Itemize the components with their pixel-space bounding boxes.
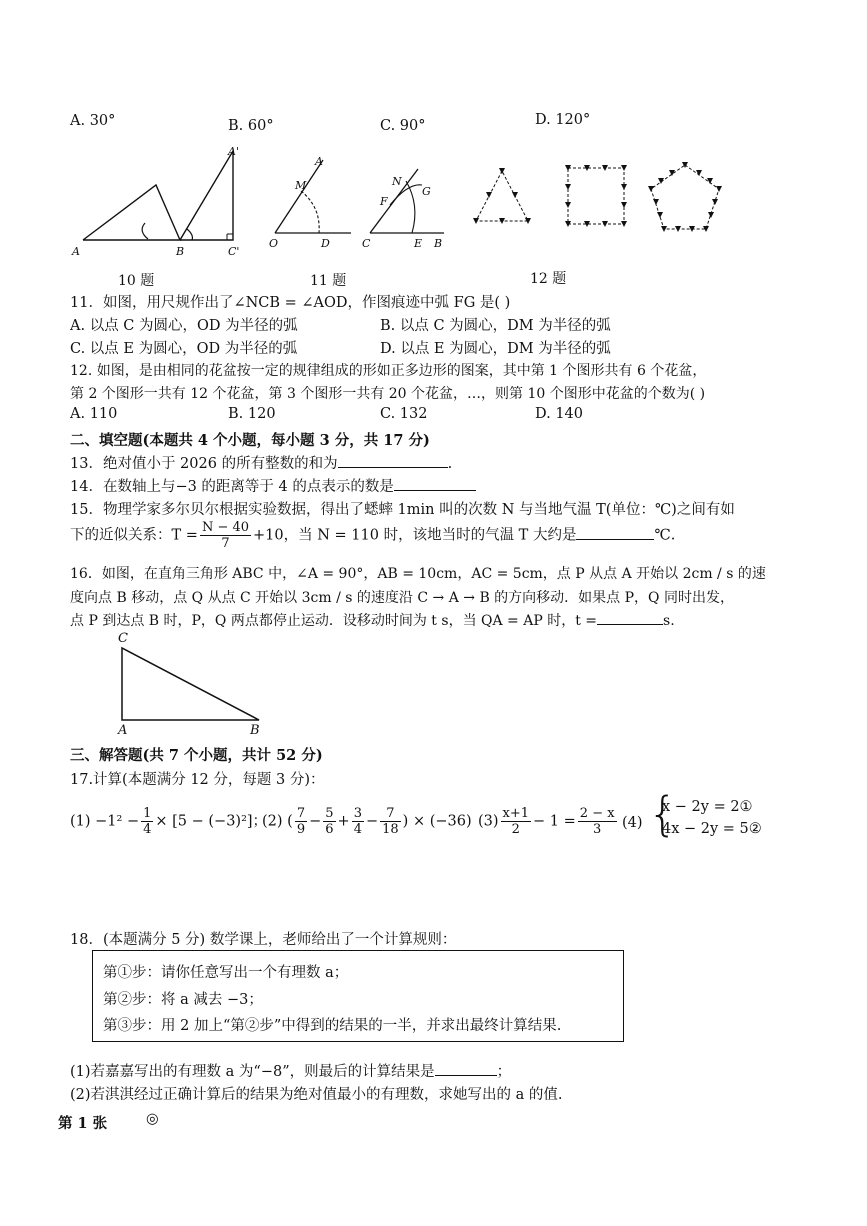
q17-p2-post: ) × (−36) <box>402 813 472 830</box>
fig11-label-e: E <box>414 237 423 250</box>
q17-p2-pre: (2) ( <box>262 813 293 830</box>
q18-sub1-end: ； <box>496 1064 512 1080</box>
q17-p3-frac-2 <box>578 806 617 837</box>
q12-stem-line2: 第 2 个图形一共有 12 个花盆，第 3 个图形一共有 20 个花盆，…，则第 10 个图形中花盆的个数为( ) <box>70 386 706 402</box>
q17-p2-frac-4-num: 7 <box>380 806 401 822</box>
section-2-heading: 二、填空题(本题共 4 个小题，每小题 3 分，共 17 分) <box>70 432 430 449</box>
q17-p4-eq2: 4x − 2y = 5② <box>662 821 762 837</box>
q18-step-1: 第①步：请你任意写出一个有理数 a； <box>103 965 349 981</box>
fig16-label-b: B <box>250 723 260 738</box>
q11-stem: 11．如图，用尺规作出了∠NCB = ∠AOD，作图痕迹中弧 FG 是( ) <box>70 295 511 311</box>
fig11-label-c: C <box>362 237 371 250</box>
q17-part2 <box>262 806 472 837</box>
q18-stem: 18．(本题满分 5 分) 数学课上，老师给出了一个计算规则： <box>70 932 457 948</box>
q12-option-d: D. 140 <box>535 406 584 422</box>
fig10-label-a: A <box>72 245 80 258</box>
q17-p2-frac-2 <box>323 806 335 837</box>
fig11-label-a: A <box>315 155 323 168</box>
q18-rule-box <box>92 950 624 1042</box>
q17-p2-frac-4 <box>380 806 401 837</box>
q17-p3-d1: 2 <box>511 822 520 837</box>
q16-line3 <box>70 610 675 630</box>
q17-p3-frac-1 <box>501 806 532 837</box>
q17-part3 <box>478 806 619 837</box>
q17-p2-op-1: − <box>309 813 322 830</box>
q13-answer-blank[interactable] <box>338 453 448 468</box>
q17-stem: 17.计算(本题满分 12 分，每题 3 分)： <box>70 772 325 788</box>
caption-fig12: 12 题 <box>530 271 567 287</box>
q17-p2-frac-1-den: 9 <box>296 822 306 837</box>
fig11-label-b: B <box>434 237 443 250</box>
fig11-label-m: M <box>295 179 307 192</box>
q17-p2-frac-1-num: 7 <box>296 806 306 821</box>
q17-p3-mid: − 1 = <box>533 813 576 830</box>
figure-11-angle-aod <box>265 155 355 255</box>
fig11-label-o: O <box>269 237 279 250</box>
q17-p2-op-2: + <box>337 813 350 830</box>
q17-p2-frac-3-num: 3 <box>353 806 362 821</box>
q15-line1: 15．物理学家多尔贝尔根据实验数据，得出了蟋蟀 1min 叫的次数 N 与当地气温 T(单位：℃)之间有如 <box>70 502 735 518</box>
q12-option-b: B. 120 <box>228 406 276 422</box>
figure-16-triangle <box>112 628 272 738</box>
fig11-label-f: F <box>380 195 388 208</box>
q17-p3-n1: x+1 <box>502 806 530 821</box>
figure-11-angle-ncb <box>362 155 452 255</box>
caption-fig11: 11 题 <box>310 273 347 289</box>
fig10-label-c-prime: C' <box>228 245 240 258</box>
q17-p2-frac-3-den: 4 <box>353 822 362 837</box>
q10-option-b: B. 60° <box>228 118 274 134</box>
q18-sub1-answer-blank[interactable] <box>435 1061 497 1076</box>
q17-p1-den: 4 <box>143 822 152 837</box>
q11-option-a: A. 以点 C 为圆心，OD 为半径的弧 <box>70 318 298 334</box>
q17-p2-frac-2-den: 6 <box>325 822 334 837</box>
fig11-label-n: N <box>392 175 402 188</box>
q16-answer-blank[interactable] <box>597 610 663 625</box>
footer-page-number: 第 1 张 <box>58 1115 108 1132</box>
q12-option-a: A. 110 <box>70 406 118 422</box>
q14 <box>70 475 476 496</box>
q11-option-b: B. 以点 C 为圆心，DM 为半径的弧 <box>380 318 611 334</box>
q16-unit: s. <box>663 613 675 629</box>
q13-stem: 13．绝对值小于 2026 的所有整数的和为 <box>70 456 338 472</box>
q10-option-c: C. 90° <box>380 118 426 134</box>
q17-p2-frac-1 <box>295 806 307 837</box>
q18-sub1 <box>70 1060 511 1081</box>
figure-10 <box>70 143 250 258</box>
q18-sub1-text: (1)若嘉嘉写出的有理数 a 为“−8”，则最后的计算结果是 <box>70 1064 435 1080</box>
q17-p4-label: (4) <box>622 815 643 831</box>
figure-12-square <box>560 160 635 235</box>
q18-step-3: 第③步：用 2 加上“第②步”中得到的结果的一半，并求出最终计算结果. <box>103 1018 562 1034</box>
fig10-label-b: B <box>176 245 185 258</box>
q16-line3-text: 点 P 到达点 B 时，P，Q 两点都停止运动．设移动时间为 t s，当 QA = AP 时，t = <box>70 613 598 629</box>
section-3-heading: 三、解答题(共 7 个小题，共计 52 分) <box>70 747 323 764</box>
q14-answer-blank[interactable] <box>394 476 476 491</box>
q15-fraction <box>200 520 251 551</box>
q17-p2-frac-2-num: 5 <box>325 806 334 821</box>
fig11-label-g: G <box>422 185 431 198</box>
fig16-label-c: C <box>118 631 128 646</box>
q15-pre: 下的近似关系：T = <box>70 527 198 544</box>
q15-unit: ℃. <box>654 527 676 544</box>
q17-p2-op-3: − <box>365 813 379 830</box>
q10-option-a: A. 30° <box>70 113 116 129</box>
figure-12-pentagon <box>643 157 728 242</box>
q14-stem: 14．在数轴上与−3 的距离等于 4 的点表示的数是 <box>70 479 394 495</box>
q17-p4-brace: { <box>648 787 678 841</box>
q17-p2-frac-4-den: 18 <box>382 822 399 837</box>
q15-answer-blank[interactable] <box>576 525 654 540</box>
q11-option-c: C. 以点 E 为圆心，OD 为半径的弧 <box>70 341 298 357</box>
q17-p1-fraction <box>141 806 153 837</box>
q12-option-c: C. 132 <box>380 406 428 422</box>
caption-fig10: 10 题 <box>118 273 155 289</box>
q10-option-d: D. 120° <box>535 112 591 128</box>
q15-post: +10，当 N = 110 时，该地当时的气温 T 大约是 <box>253 527 577 544</box>
q17-part1 <box>70 806 267 837</box>
fig10-label-a-prime: A' <box>228 145 239 158</box>
q18-step-2: 第②步：将 a 减去 −3； <box>103 992 263 1008</box>
q15-fraction-den: 7 <box>221 536 230 551</box>
q17-p4-eq1: x − 2y = 2① <box>662 799 753 815</box>
q17-p3-n2: 2 − x <box>579 806 615 821</box>
q13: 13．绝对值小于 2026 的所有整数的和为 . <box>70 452 452 473</box>
q18-sub2: (2)若淇淇经过正确计算后的结果为绝对值最小的有理数，求她写出的 a 的值. <box>70 1087 563 1103</box>
q12-stem-line1: 12. 如图，是由相同的花盆按一定的规律组成的形如正多边形的图案，其中第 1 个图形共有 6 个花盆， <box>70 363 707 379</box>
q17-p2-frac-3 <box>352 806 364 837</box>
q17-p1-pre: (1) −1² − <box>70 813 140 830</box>
fig16-label-a: A <box>118 723 128 738</box>
q17-p1-num: 1 <box>143 806 152 821</box>
figure-12-triangle <box>470 165 540 235</box>
q16-line1: 16．如图，在直角三角形 ABC 中，∠A = 90°，AB = 10cm，AC = 5cm，点 P 从点 A 开始以 2cm / s 的速 <box>70 566 766 582</box>
q15-fraction-num: N − 40 <box>201 520 250 535</box>
q17-p1-post: × [5 − (−3)²]； <box>155 813 268 830</box>
q16-line2: 度向点 B 移动，点 Q 从点 C 开始以 3cm / s 的速度沿 C → A → B 的方向移动．如果点 P，Q 同时出发， <box>70 590 734 606</box>
q17-p3-d2: 3 <box>593 822 602 837</box>
fig11-label-d: D <box>321 237 330 250</box>
q15-line2 <box>70 520 675 551</box>
footer-mark-icon: ◎ <box>146 1111 159 1127</box>
q11-option-d: D. 以点 E 为圆心，DM 为半径的弧 <box>380 341 611 357</box>
q17-p3-pre: (3) <box>478 813 499 830</box>
